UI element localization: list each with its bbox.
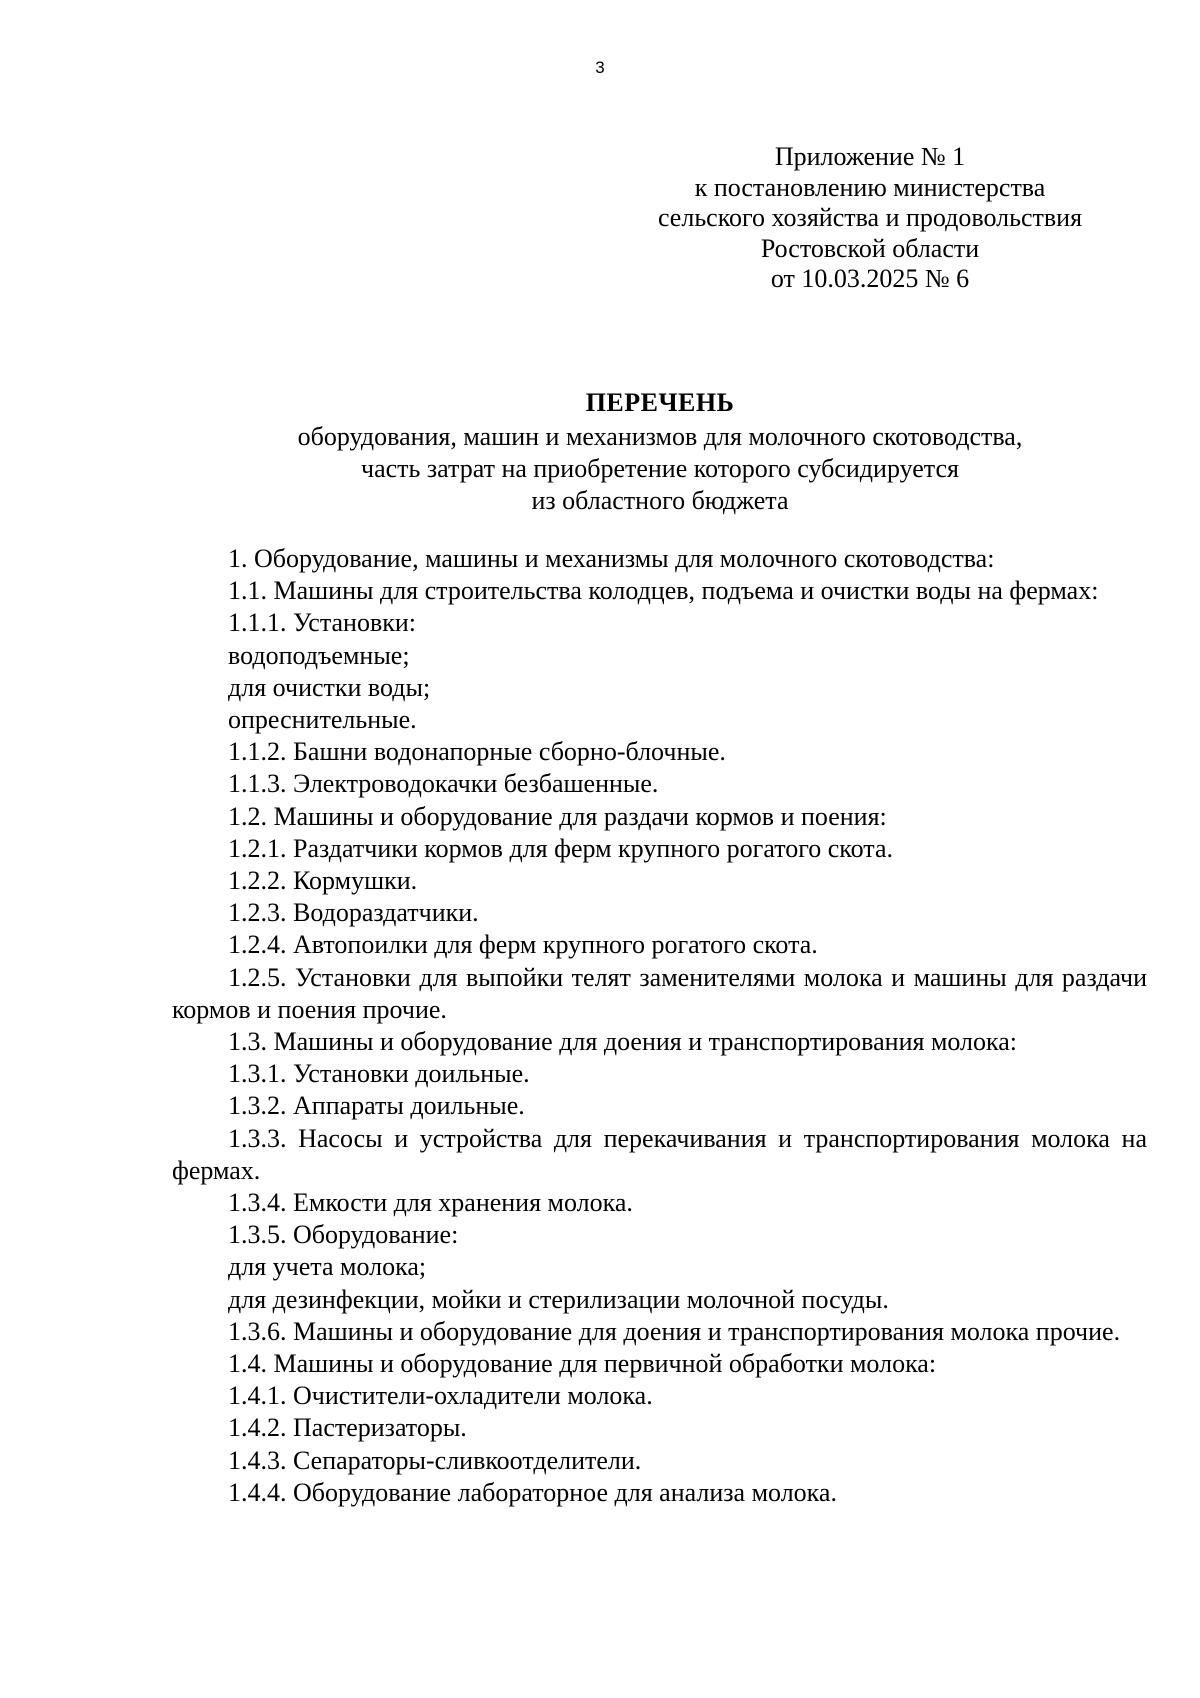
list-item: 1.4. Машины и оборудование для первичной обработки молока:	[228, 1349, 937, 1379]
list-item: 1.2.5. Установки для выпойки телят заменителями молока и машины для раздачи кормов и поения прочие.	[172, 962, 1147, 1024]
list-item: 1.2.2. Кормушки.	[228, 866, 418, 896]
list-item: 1.1.3. Электроводокачки безбашенные.	[228, 769, 659, 799]
list-item: 1.4.1. Очистители-охладители молока.	[228, 1381, 653, 1411]
list-item: 1.1.1. Установки:	[228, 608, 417, 638]
list-item: водоподъемные;	[228, 640, 410, 670]
appendix-line: к постановлению министерства	[694, 172, 1046, 202]
list-item: 1.2.4. Автопоилки для ферм крупного рогатого скота.	[228, 930, 818, 960]
list-item: 1.3. Машины и оборудование для доения и транспортирования молока:	[228, 1027, 1018, 1057]
title-heading: ПЕРЕЧЕНЬ	[585, 388, 735, 417]
list-item: 1.3.2. Аппараты доильные.	[228, 1091, 525, 1121]
list-item: 1.1.2. Башни водонапорные сборно-блочные.	[228, 737, 726, 767]
list-item: 1.2.3. Водораздатчики.	[228, 898, 479, 928]
list-item: 1.4.4. Оборудование лабораторное для анализа молока.	[228, 1477, 837, 1507]
list-item: 1.1. Машины для строительства колодцев, подъема и очистки воды на фермах:	[228, 576, 1099, 606]
list-item: 1.4.3. Сепараторы-сливкоотделители.	[228, 1445, 642, 1475]
list-item: опреснительные.	[228, 705, 417, 735]
appendix-line: Приложение № 1	[774, 142, 966, 171]
title-line: оборудования, машин и механизмов для молочного скотоводства,	[297, 422, 1023, 451]
page-number: 3	[595, 58, 605, 77]
list-item: 1.2.1. Раздатчики кормов для ферм крупного рогатого скота.	[228, 833, 893, 863]
list-item: 1.2. Машины и оборудование для раздачи кормов и поения:	[228, 801, 887, 831]
appendix-header	[640, 142, 1100, 295]
list-item: 1.4.2. Пастеризаторы.	[228, 1413, 467, 1443]
list-item: для учета молока;	[228, 1252, 427, 1282]
list-item: 1.3.6. Машины и оборудование для доения и транспортирования молока прочие.	[228, 1316, 1121, 1346]
appendix-line: от 10.03.2025 № 6	[770, 264, 970, 293]
title-line: из областного бюджета	[531, 486, 789, 515]
list-item: 1.3.1. Установки доильные.	[228, 1059, 530, 1089]
appendix-line: Ростовской области	[760, 233, 980, 263]
list-item: 1.3.3. Насосы и устройства для перекачивания и транспортирования молока на фермах.	[172, 1123, 1147, 1185]
equipment-list	[172, 543, 1147, 1509]
document-title	[170, 387, 1150, 517]
list-item: для очистки воды;	[228, 672, 431, 702]
list-item: 1.3.4. Емкости для хранения молока.	[228, 1188, 633, 1218]
list-item: 1.3.5. Оборудование:	[228, 1220, 459, 1250]
list-item: 1. Оборудование, машины и механизмы для молочного скотоводства:	[228, 544, 995, 573]
title-line: часть затрат на приобретение которого субсидируется	[361, 454, 959, 483]
list-item: для дезинфекции, мойки и стерилизации молочной посуды.	[228, 1284, 889, 1314]
appendix-line: сельского хозяйства и продовольствия	[657, 203, 1083, 232]
